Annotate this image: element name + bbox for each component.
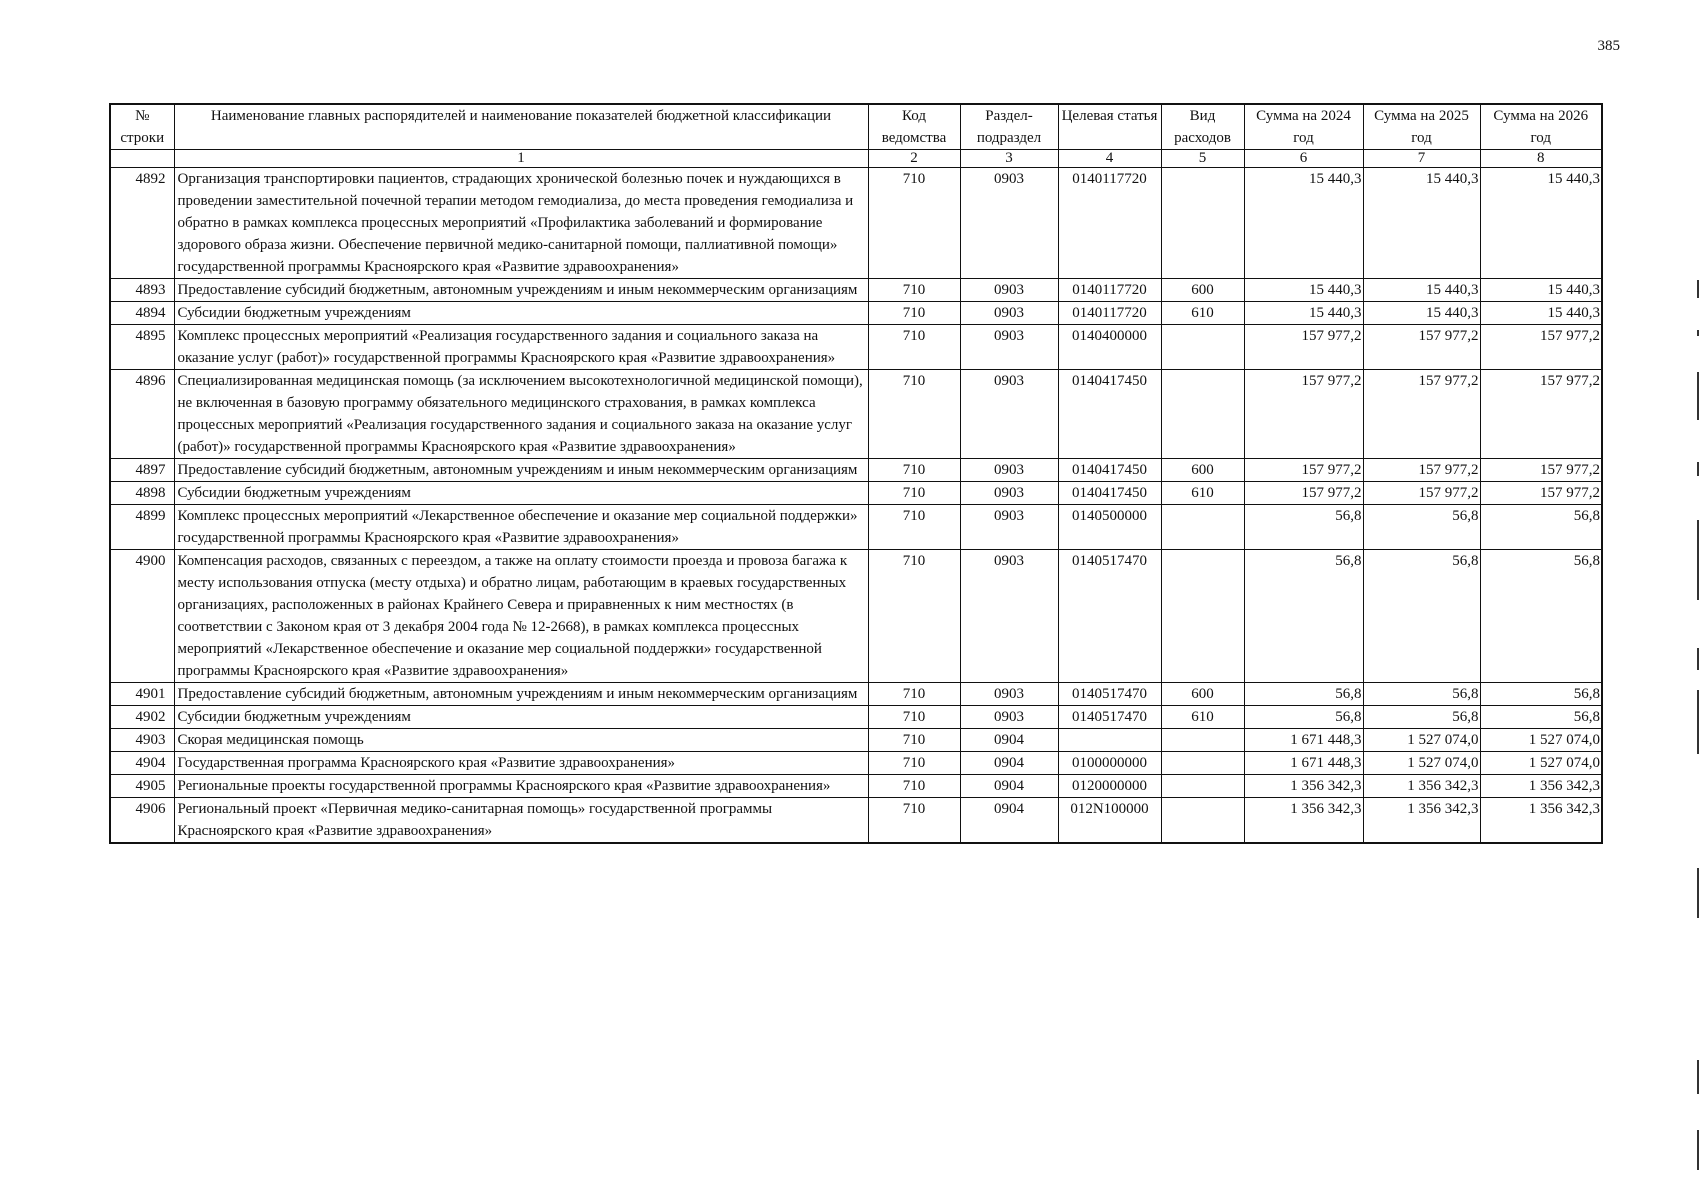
target-item: 0140117720 (1058, 168, 1161, 279)
department-code: 710 (868, 683, 960, 706)
row-name: Субсидии бюджетным учреждениям (174, 706, 868, 729)
table-body (110, 168, 1602, 844)
page-number: 385 (1597, 38, 1620, 54)
row-number: 4906 (110, 798, 174, 844)
target-item: 0140117720 (1058, 279, 1161, 302)
column-number-row (110, 150, 1602, 168)
section-code: 0903 (960, 168, 1058, 279)
expense-type (1161, 325, 1244, 370)
expense-type (1161, 505, 1244, 550)
expense-type: 600 (1161, 279, 1244, 302)
sum-2026: 56,8 (1480, 550, 1602, 683)
row-number: 4902 (110, 706, 174, 729)
department-code: 710 (868, 325, 960, 370)
table-row (110, 550, 1602, 683)
row-number: 4896 (110, 370, 174, 459)
sum-2025: 15 440,3 (1363, 168, 1480, 279)
row-number: 4904 (110, 752, 174, 775)
target-item: 0140517470 (1058, 550, 1161, 683)
row-name: Региональный проект «Первичная медико-санитарная помощь» государственной программы Красноярского края «Развитие здравоохранения» (174, 798, 868, 844)
table-row (110, 325, 1602, 370)
department-code: 710 (868, 752, 960, 775)
header-row-number: № строки (110, 104, 174, 150)
expense-type (1161, 370, 1244, 459)
header-expense-type: Вид расходов (1161, 104, 1244, 150)
row-number: 4901 (110, 683, 174, 706)
sum-2025: 1 527 074,0 (1363, 752, 1480, 775)
header-sum-2026: Сумма на 2026 год (1480, 104, 1602, 150)
sum-2025: 157 977,2 (1363, 459, 1480, 482)
header-name: Наименование главных распорядителей и наименование показателей бюджетной классификации (174, 104, 868, 150)
department-code: 710 (868, 482, 960, 505)
target-item: 0140400000 (1058, 325, 1161, 370)
target-item: 0140417450 (1058, 459, 1161, 482)
row-name: Предоставление субсидий бюджетным, автономным учреждениям и иным некоммерческим организациям (174, 279, 868, 302)
column-number: 1 (174, 150, 868, 168)
department-code: 710 (868, 775, 960, 798)
sum-2026: 15 440,3 (1480, 302, 1602, 325)
sum-2025: 1 356 342,3 (1363, 775, 1480, 798)
row-name: Субсидии бюджетным учреждениям (174, 482, 868, 505)
row-number: 4894 (110, 302, 174, 325)
table-row (110, 752, 1602, 775)
sum-2026: 157 977,2 (1480, 482, 1602, 505)
expense-type (1161, 798, 1244, 844)
sum-2024: 15 440,3 (1244, 279, 1363, 302)
sum-2026: 157 977,2 (1480, 459, 1602, 482)
budget-table (109, 103, 1603, 844)
sum-2024: 1 356 342,3 (1244, 798, 1363, 844)
sum-2025: 157 977,2 (1363, 325, 1480, 370)
table-row (110, 505, 1602, 550)
sum-2026: 15 440,3 (1480, 279, 1602, 302)
sum-2026: 1 527 074,0 (1480, 729, 1602, 752)
table-row (110, 683, 1602, 706)
row-number: 4892 (110, 168, 174, 279)
sum-2026: 1 527 074,0 (1480, 752, 1602, 775)
section-code: 0903 (960, 550, 1058, 683)
row-name: Комплекс процессных мероприятий «Лекарственное обеспечение и оказание мер социальной поддержки» государственной программы Красноярского края «Развитие здравоохранения» (174, 505, 868, 550)
row-number: 4898 (110, 482, 174, 505)
row-number: 4893 (110, 279, 174, 302)
section-code: 0903 (960, 459, 1058, 482)
table-row (110, 302, 1602, 325)
table-row (110, 370, 1602, 459)
target-item (1058, 729, 1161, 752)
row-name: Государственная программа Красноярского края «Развитие здравоохранения» (174, 752, 868, 775)
column-number: 6 (1244, 150, 1363, 168)
target-item: 0140517470 (1058, 706, 1161, 729)
sum-2026: 56,8 (1480, 706, 1602, 729)
column-number: 5 (1161, 150, 1244, 168)
row-number: 4899 (110, 505, 174, 550)
table-row (110, 168, 1602, 279)
sum-2024: 157 977,2 (1244, 325, 1363, 370)
column-number (110, 150, 174, 168)
section-code: 0903 (960, 302, 1058, 325)
sum-2025: 1 527 074,0 (1363, 729, 1480, 752)
sum-2025: 15 440,3 (1363, 302, 1480, 325)
header-sum-2024: Сумма на 2024 год (1244, 104, 1363, 150)
department-code: 710 (868, 459, 960, 482)
target-item: 0140517470 (1058, 683, 1161, 706)
sum-2026: 157 977,2 (1480, 325, 1602, 370)
table-row (110, 798, 1602, 844)
table-row (110, 729, 1602, 752)
section-code: 0903 (960, 505, 1058, 550)
column-number: 3 (960, 150, 1058, 168)
sum-2024: 1 671 448,3 (1244, 752, 1363, 775)
header-section: Раздел-подраздел (960, 104, 1058, 150)
expense-type (1161, 752, 1244, 775)
row-name: Предоставление субсидий бюджетным, автономным учреждениям и иным некоммерческим организациям (174, 459, 868, 482)
department-code: 710 (868, 279, 960, 302)
row-name: Организация транспортировки пациентов, страдающих хронической болезнью почек и нуждающихся в проведении заместительной почечной терапии методом гемодиализа, до места проведения гемодиализа и обратно в рамках комплекса процессных мероприятий «Профилактика заболеваний и формирование здорового образа жизни. Обеспечение первичной медико-санитарной помощи, паллиативной помощи» государственной программы Красноярского края «Развитие здравоохранения» (174, 168, 868, 279)
sum-2024: 157 977,2 (1244, 482, 1363, 505)
row-number: 4900 (110, 550, 174, 683)
sum-2024: 56,8 (1244, 550, 1363, 683)
table-row (110, 459, 1602, 482)
table-row (110, 775, 1602, 798)
department-code: 710 (868, 302, 960, 325)
section-code: 0903 (960, 325, 1058, 370)
sum-2024: 157 977,2 (1244, 370, 1363, 459)
row-number: 4897 (110, 459, 174, 482)
sum-2025: 56,8 (1363, 683, 1480, 706)
table-row (110, 279, 1602, 302)
column-number: 4 (1058, 150, 1161, 168)
expense-type (1161, 729, 1244, 752)
table-row (110, 706, 1602, 729)
department-code: 710 (868, 729, 960, 752)
target-item: 0140500000 (1058, 505, 1161, 550)
sum-2025: 157 977,2 (1363, 370, 1480, 459)
sum-2024: 56,8 (1244, 505, 1363, 550)
sum-2025: 157 977,2 (1363, 482, 1480, 505)
section-code: 0904 (960, 775, 1058, 798)
section-code: 0903 (960, 482, 1058, 505)
department-code: 710 (868, 550, 960, 683)
department-code: 710 (868, 706, 960, 729)
section-code: 0904 (960, 798, 1058, 844)
sum-2025: 56,8 (1363, 505, 1480, 550)
expense-type: 610 (1161, 482, 1244, 505)
header-target-item: Целевая статья (1058, 104, 1161, 150)
expense-type (1161, 168, 1244, 279)
row-name: Специализированная медицинская помощь (за исключением высокотехнологичной медицинской помощи), не включенная в базовую программу обязательного медицинского страхования, в рамках комплекса процессных мероприятий «Реализация государственного задания и социального заказа на оказание услуг (работ)» государственной программы Красноярского края «Развитие здравоохранения» (174, 370, 868, 459)
sum-2025: 1 356 342,3 (1363, 798, 1480, 844)
expense-type: 600 (1161, 683, 1244, 706)
expense-type (1161, 550, 1244, 683)
section-code: 0904 (960, 752, 1058, 775)
header-department-code: Код ведомства (868, 104, 960, 150)
row-number: 4895 (110, 325, 174, 370)
sum-2026: 1 356 342,3 (1480, 775, 1602, 798)
sum-2024: 157 977,2 (1244, 459, 1363, 482)
section-code: 0903 (960, 706, 1058, 729)
sum-2026: 56,8 (1480, 683, 1602, 706)
column-number: 2 (868, 150, 960, 168)
row-name: Компенсация расходов, связанных с переездом, а также на оплату стоимости проезда и провоза багажа к месту использования отпуска (месту отдыха) и обратно лицам, работающим в краевых государственных организациях, расположенных в районах Крайнего Севера и приравненных к ним местностях (в соответствии с Законом края от 3 декабря 2004 года № 12-2668), в рамках комплекса процессных мероприятий «Лекарственное обеспечение и оказание мер социальной поддержки» государственной программы Красноярского края «Развитие здравоохранения» (174, 550, 868, 683)
column-number: 8 (1480, 150, 1602, 168)
sum-2024: 15 440,3 (1244, 302, 1363, 325)
sum-2025: 56,8 (1363, 550, 1480, 683)
department-code: 710 (868, 168, 960, 279)
sum-2025: 56,8 (1363, 706, 1480, 729)
sum-2026: 56,8 (1480, 505, 1602, 550)
section-code: 0903 (960, 370, 1058, 459)
section-code: 0903 (960, 279, 1058, 302)
target-item: 0140417450 (1058, 482, 1161, 505)
row-name: Субсидии бюджетным учреждениям (174, 302, 868, 325)
row-name: Региональные проекты государственной программы Красноярского края «Развитие здравоохранения» (174, 775, 868, 798)
department-code: 710 (868, 370, 960, 459)
department-code: 710 (868, 505, 960, 550)
row-name: Скорая медицинская помощь (174, 729, 868, 752)
header-row (110, 104, 1602, 150)
target-item: 0140117720 (1058, 302, 1161, 325)
target-item: 012N100000 (1058, 798, 1161, 844)
sum-2026: 1 356 342,3 (1480, 798, 1602, 844)
department-code: 710 (868, 798, 960, 844)
row-number: 4905 (110, 775, 174, 798)
expense-type: 610 (1161, 706, 1244, 729)
header-sum-2025: Сумма на 2025 год (1363, 104, 1480, 150)
sum-2024: 56,8 (1244, 706, 1363, 729)
table-row (110, 482, 1602, 505)
sum-2024: 15 440,3 (1244, 168, 1363, 279)
target-item: 0100000000 (1058, 752, 1161, 775)
sum-2024: 1 356 342,3 (1244, 775, 1363, 798)
scan-edge-marks (1697, 0, 1700, 1200)
target-item: 0140417450 (1058, 370, 1161, 459)
row-number: 4903 (110, 729, 174, 752)
row-name: Комплекс процессных мероприятий «Реализация государственного задания и социального заказа на оказание услуг (работ)» государственной программы Красноярского края «Развитие здравоохранения» (174, 325, 868, 370)
target-item: 0120000000 (1058, 775, 1161, 798)
sum-2024: 1 671 448,3 (1244, 729, 1363, 752)
sum-2025: 15 440,3 (1363, 279, 1480, 302)
section-code: 0904 (960, 729, 1058, 752)
column-number: 7 (1363, 150, 1480, 168)
sum-2026: 157 977,2 (1480, 370, 1602, 459)
row-name: Предоставление субсидий бюджетным, автономным учреждениям и иным некоммерческим организациям (174, 683, 868, 706)
sum-2024: 56,8 (1244, 683, 1363, 706)
expense-type (1161, 775, 1244, 798)
sum-2026: 15 440,3 (1480, 168, 1602, 279)
expense-type: 610 (1161, 302, 1244, 325)
expense-type: 600 (1161, 459, 1244, 482)
section-code: 0903 (960, 683, 1058, 706)
